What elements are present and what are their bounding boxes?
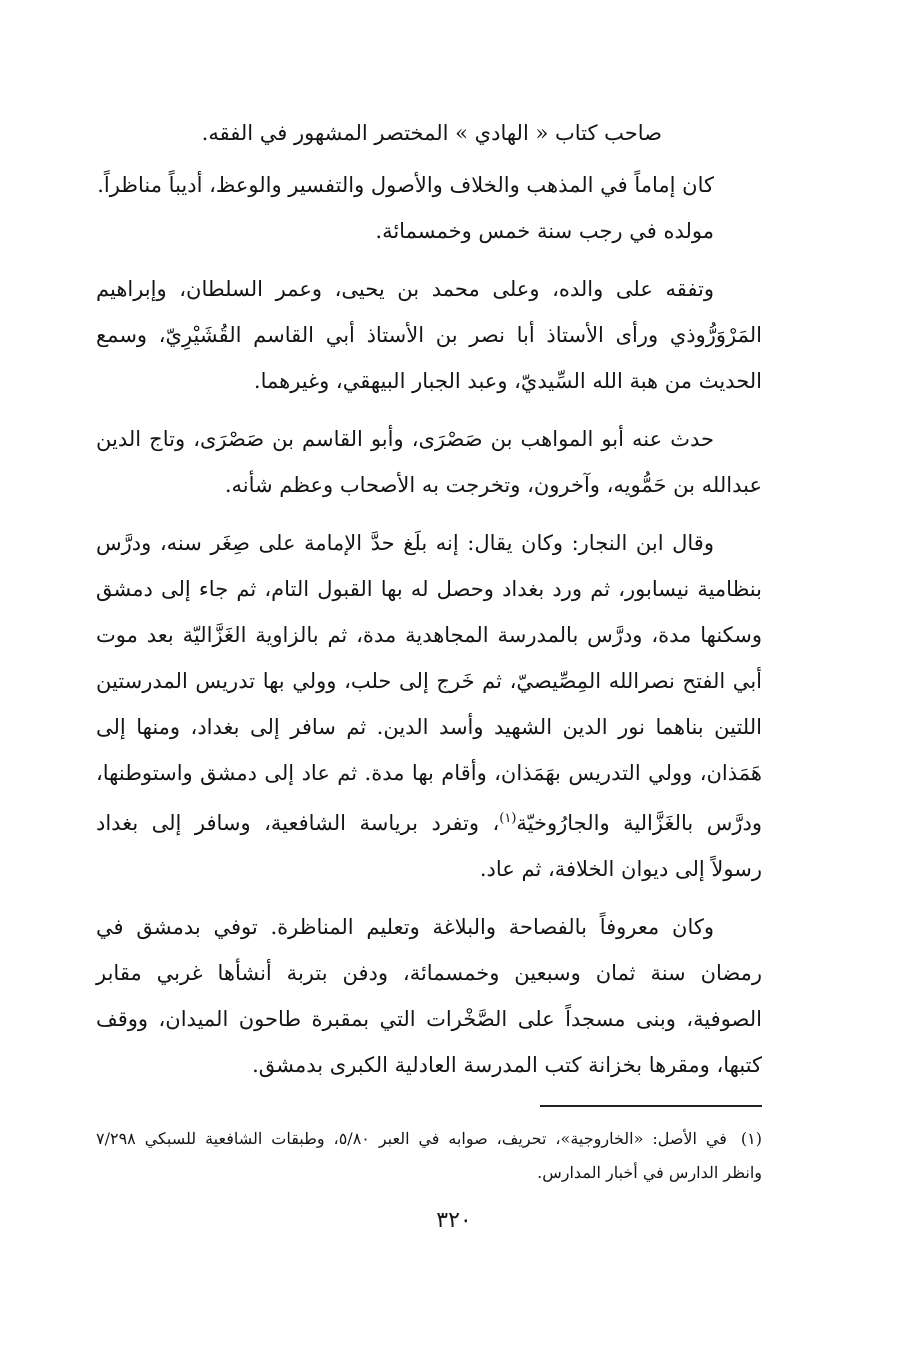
- paragraph-description: كان إماماً في المذهب والخلاف والأصول والتفسير والوعظ، أديباً مناظراً.: [97, 173, 714, 197]
- footnote-divider: [540, 1105, 762, 1107]
- footnote-number: (١): [740, 1129, 763, 1148]
- paragraph-students: حدث عنه أبو المواهب بن صَصْرَى، وأبو القاسم بن صَصْرَى، وتاج الدين عبدالله بن حَمُّويه، وآخرون، وتخرجت به الأصحاب وعظم شأنه.: [96, 427, 762, 497]
- footnote-reference: (١): [499, 811, 517, 826]
- footnote-text: في الأصل: «الخاروجية»، تحريف، صوابه في العبر ٥/٨٠، وطبقات الشافعية للسبكي ٧/٢٩٨ وانظر الدارس في أخبار المدارس.: [96, 1129, 762, 1182]
- paragraph-death: وكان معروفاً بالفصاحة والبلاغة وتعليم المناظرة. توفي بدمشق في رمضان سنة ثمان وسبعين وخمسمائة، ودفن بتربة أنشأها غربي مقابر الصوفية، وبنى مسجداً على الصَّخْرات التي بمقبرة طاحون الميدان، ووقف كتبها، ومقرها بخزانة كتب المدرسة العادلية الكبرى بدمشق.: [96, 915, 762, 1077]
- biography-text-part1: وقال ابن النجار: وكان يقال: إنه بلَغ حدَّ الإمامة على صِغَر سنه، ودرَّس بنظامية نيسابور، ثم ورد بغداد وحصل له بها القبول التام، ثم جاء إلى دمشق وسكنها مدة، ودرَّس بالمدرسة المجاهدية مدة، ثم بالزاوية الغَزَّاليّة بعد موت أبي الفتح نصرالله المِصِّيصيّ، ثم خَرج إلى حلب، وولي بها تدريس المدرستين اللتين بناهما نور الدين الشهيد وأسد الدين. ثم سافر إلى بغداد، ومنها إلى هَمَذان، وولي التدريس بهَمَذان، وأقام بها مدة. ثم عاد إلى دمشق واستوطنها، ودرَّس بالغَزَّالية والجارُوخيّة: [96, 531, 762, 835]
- main-text: [96, 110, 762, 1100]
- biography-text-part2: ، وتفرد برياسة الشافعية، وسافر إلى بغداد رسولاً إلى ديوان الخلافة، ثم عاد.: [96, 811, 762, 881]
- footnote: [96, 1122, 762, 1190]
- page-number: ٣٢٠: [436, 1208, 472, 1233]
- paragraph-birth: مولده في رجب سنة خمس وخمسمائة.: [375, 219, 714, 243]
- paragraph-teachers: وتفقه على والده، وعلى محمد بن يحيى، وعمر السلطان، وإبراهيم المَرْوَرُّوذي ورأى الأستاذ أبا نصر بن الأستاذ أبي القاسم القُشَيْرِيّ، وسمع الحديث من هبة الله السِّيديّ، وعبد الجبار البيهقي، وغيرهما.: [96, 277, 762, 393]
- paragraph-biography: [96, 520, 762, 892]
- paragraph-title-line: صاحب كتاب « الهادي » المختصر المشهور في الفقه.: [201, 121, 662, 145]
